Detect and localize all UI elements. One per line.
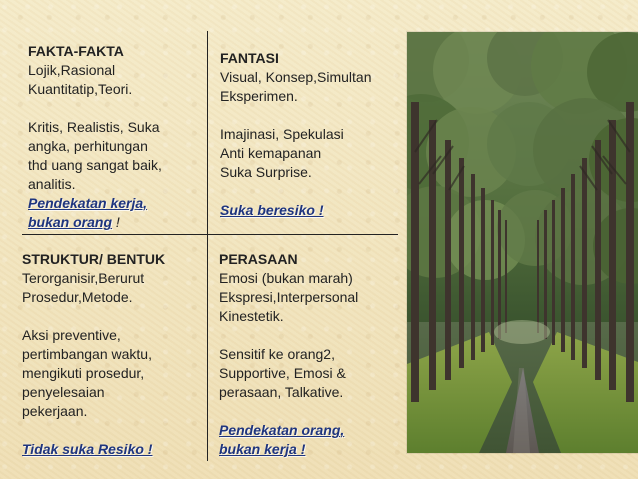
struktur-line: Terorganisir,Berurut (22, 270, 145, 286)
perasaan-gap (219, 326, 404, 345)
struktur-line: penyelesaian (22, 384, 105, 400)
struktur-line: pertimbangan waktu, (22, 346, 152, 362)
struktur-heading: STRUKTUR/ BENTUK (22, 251, 166, 267)
fakta-emphasis-row (28, 213, 204, 232)
fakta-line: analitis. (28, 176, 76, 192)
perasaan-emphasis: bukan kerja ! (219, 441, 306, 457)
perasaan-line: perasaan, Talkative. (219, 384, 344, 400)
divider-vertical (207, 31, 208, 461)
perasaan-line: Sensitif ke orang2, (219, 346, 335, 362)
struktur-line: Prosedur,Metode. (22, 289, 133, 305)
perasaan-emphasis: Pendekatan orang, (219, 422, 345, 438)
perasaan-line: Emosi (bukan marah) (219, 270, 353, 286)
perasaan-line: Supportive, Emosi & (219, 365, 346, 381)
fakta-line: thd uang sangat baik, (28, 157, 162, 173)
struktur-gap (22, 421, 202, 440)
fakta-line: Lojik,Rasional (28, 62, 116, 78)
fakta-quadrant (28, 42, 204, 232)
fantasi-line: Visual, Konsep,Simultan (220, 69, 372, 85)
perasaan-line: Ekspresi,Interpersonal (219, 289, 359, 305)
fakta-heading: FAKTA-FAKTA (28, 43, 124, 59)
tree-lined-road-illustration (407, 32, 638, 453)
struktur-line: pekerjaan. (22, 403, 88, 419)
divider-horizontal (22, 234, 398, 235)
fakta-line: angka, perhitungan (28, 138, 148, 154)
tree-lined-road-image (407, 32, 638, 453)
perasaan-line: Kinestetik. (219, 308, 284, 324)
fakta-emphasis: Pendekatan kerja, (28, 195, 148, 211)
perasaan-heading: PERASAAN (219, 251, 298, 267)
fantasi-line: Eksperimen. (220, 88, 298, 104)
fantasi-heading: FANTASI (220, 50, 279, 66)
fantasi-gap (220, 106, 405, 125)
fakta-suffix: ! (112, 214, 120, 230)
struktur-line: mengikuti prosedur, (22, 365, 145, 381)
fantasi-quadrant (220, 49, 405, 220)
perasaan-gap (219, 402, 404, 421)
fantasi-line: Imajinasi, Spekulasi (220, 126, 344, 142)
fantasi-gap (220, 182, 405, 201)
perasaan-quadrant (219, 250, 404, 459)
fakta-gap (28, 99, 204, 118)
struktur-emphasis: Tidak suka Resiko ! (22, 441, 153, 457)
struktur-gap (22, 307, 202, 326)
fantasi-line: Suka Surprise. (220, 164, 312, 180)
fakta-line: Kuantitatip,Teori. (28, 81, 133, 97)
fantasi-line: Anti kemapanan (220, 145, 322, 161)
fakta-emphasis: bukan orang (28, 214, 113, 230)
struktur-line: Aksi preventive, (22, 327, 121, 343)
fakta-line: Kritis, Realistis, Suka (28, 119, 160, 135)
fantasi-emphasis: Suka beresiko ! (220, 202, 324, 218)
struktur-quadrant (22, 250, 202, 459)
